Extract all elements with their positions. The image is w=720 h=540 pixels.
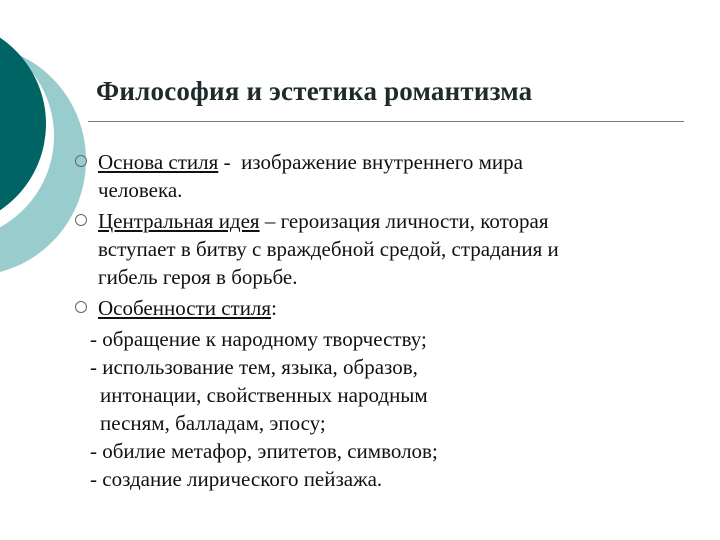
- bullet-separator: -: [218, 150, 242, 174]
- title-divider: [88, 121, 684, 122]
- sub-list-item: [0, 325, 690, 353]
- sub-item-text: - создание лирического пейзажа.: [90, 467, 383, 491]
- slide-title: Философия и эстетика романтизма: [96, 76, 533, 106]
- sub-list-item: [0, 437, 690, 465]
- sub-item-text-continued: песням, балладам, эпосу;: [100, 411, 326, 435]
- bullet-ring-icon: [75, 301, 87, 313]
- sub-item-text: - обилие метафор, эпитетов, символов;: [90, 439, 438, 463]
- bullet-text: героизация личности, которая: [280, 209, 549, 233]
- bullet-term: Особенности стиля: [98, 296, 272, 320]
- bullet-item: [0, 207, 688, 291]
- sub-list-item: [0, 353, 690, 437]
- bullet-term: Центральная идея: [98, 209, 260, 233]
- bullet-separator: –: [259, 209, 281, 233]
- bullet-text-continued: вступает в битву с враждебной средой, страдания и: [98, 237, 559, 261]
- slide-content: [0, 148, 720, 493]
- sub-item-text: - использование тем, языка, образов,: [90, 355, 418, 379]
- sub-item-text: - обращение к народному творчеству;: [90, 327, 427, 351]
- bullet-separator: :: [271, 296, 277, 320]
- bullet-text: изображение внутреннего мира: [241, 150, 523, 174]
- bullet-item: [0, 148, 688, 204]
- sub-list-item: [0, 465, 690, 493]
- bullet-text-continued: человека.: [98, 178, 183, 202]
- sub-item-text-continued: интонации, свойственных народным: [100, 383, 428, 407]
- bullet-ring-icon: [75, 155, 87, 167]
- bullet-term: Основа стиля: [98, 150, 219, 174]
- bullet-ring-icon: [75, 214, 87, 226]
- bullet-item: [0, 294, 688, 322]
- bullet-text-continued: гибель героя в борьбе.: [98, 265, 298, 289]
